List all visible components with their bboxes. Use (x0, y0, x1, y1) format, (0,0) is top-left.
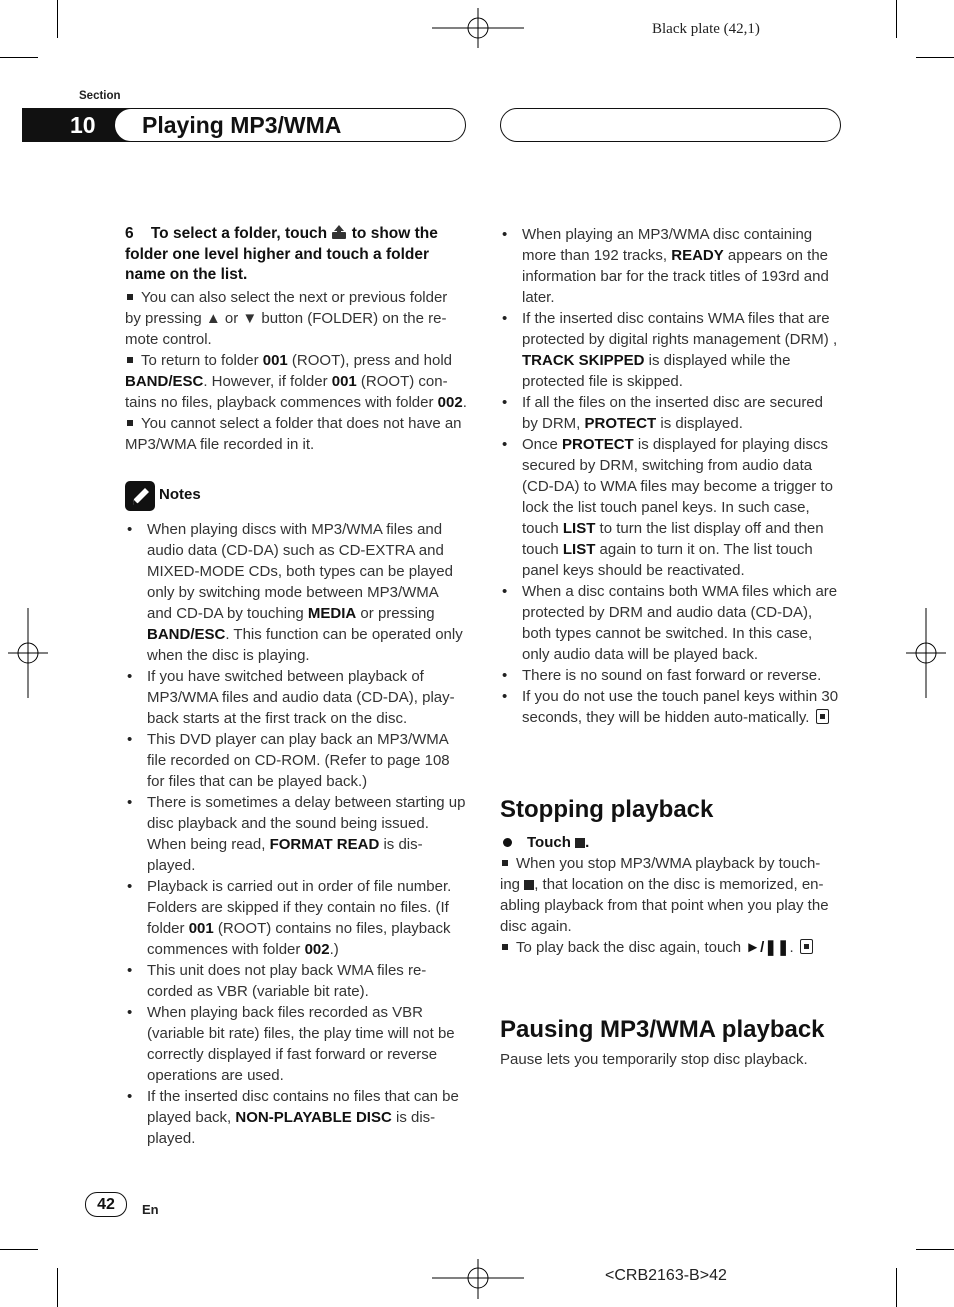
folder-up-icon (331, 224, 347, 240)
stop-step: Touch . (500, 832, 840, 853)
plate-label: Black plate (42,1) (652, 21, 760, 37)
notes-header (125, 481, 467, 511)
list-item: • When playing discs with MP3/WMA files and audio data (CD-DA) such as CD-EXTRA and MIXED-MODE CDs, both types can be played only by switching mode between MP3/WMA and CD-DA by touching MEDIA or pressing BAND/ESC. This function can be operated only when the disc is playing. (125, 519, 467, 666)
list-item: • If the inserted disc contains no files that can be played back, NON-PLAYABLE DISC is dis-played. (125, 1086, 467, 1149)
list-item: • Playback is carried out in order of file number. Folders are skipped if they contain no files. (If folder 001 (ROOT) contains no files, playback commences with folder 002.) (125, 876, 467, 960)
crop-mark (916, 57, 954, 58)
tip-empty-folder: You cannot select a folder that does not have an MP3/WMA file recorded in it. (125, 414, 462, 453)
print-code: <CRB2163-B>42 (605, 1267, 727, 1284)
notes-label: Notes (159, 485, 201, 503)
registration-mark-left (8, 608, 48, 698)
list-item: • If you have switched between playback of MP3/WMA files and audio data (CD-DA), play-back starts at the first track on the disc. (125, 666, 467, 729)
list-item: • There is no sound on fast forward or reverse. (500, 665, 840, 686)
list-item: • If the inserted disc contains WMA files that are protected by digital rights management (DRM) , TRACK SKIPPED is displayed while the protected file is skipped. (500, 308, 840, 392)
crop-mark (896, 0, 897, 38)
crop-mark (0, 1249, 38, 1250)
page-number: 42 (85, 1192, 127, 1217)
list-item: • When a disc contains both WMA files which are protected by DRM and audio data (CD-DA), both types cannot be switched. In this case, only audio data will be played back. (500, 581, 840, 665)
registration-mark-top (432, 8, 524, 48)
list-item: • When playing an MP3/WMA disc containing more than 192 tracks, READY appears on the information bar for the track titles of 193rd and later. (500, 224, 840, 308)
stopping-playback-heading: Stopping playback (500, 796, 714, 823)
crop-mark (57, 1268, 58, 1307)
stop-icon (575, 838, 585, 848)
right-column (500, 224, 840, 1070)
list-item: • There is sometimes a delay between starting up disc playback and the sound being issued. When being read, FORMAT READ is dis-played. (125, 792, 467, 876)
step-dot-icon (503, 838, 512, 847)
list-item: • Once PROTECT is displayed for playing discs secured by DRM, switching from audio data (CD-DA) to WMA files may become a trigger to lock the list touch panel keys. In such case, touch LIST to turn the list display off and then touch LIST again to turn it on. The list touch panel keys should be reactivated. (500, 434, 840, 581)
crop-mark (57, 0, 58, 38)
list-item: • This DVD player can play back an MP3/WMA file recorded on CD-ROM. (Refer to page 108 for files that can be played back.) (125, 729, 467, 792)
step-text-b: to show the folder one level higher and touch a folder name on the list. (125, 225, 438, 283)
left-column (125, 224, 467, 1149)
pausing-playback-heading: Pausing MP3/WMA playback (500, 1016, 825, 1043)
tip-root-folder: To return to folder 001 (ROOT), press and hold BAND/ESC. However, if folder 001 (ROOT) con-tains no files, playback commences with folder 002. (125, 351, 467, 411)
pause-description: Pause lets you temporarily stop disc playback. (500, 1051, 808, 1068)
step-text-a: To select a folder, touch (150, 225, 328, 242)
notes-list (125, 519, 467, 1149)
registration-mark-bottom (432, 1259, 524, 1299)
list-item: • When playing back files recorded as VBR (variable bit rate) files, the play time will not be correctly displayed if fast forward or reverse operations are used. (125, 1002, 467, 1086)
step-6 (125, 224, 467, 286)
stop-icon (524, 880, 534, 890)
section-label: Section (79, 90, 121, 102)
section-number: 10 (70, 112, 96, 138)
list-item: • This unit does not play back WMA files re-corded as VBR (variable bit rate). (125, 960, 467, 1002)
list-item: • If you do not use the touch panel keys within 30 seconds, they will be hidden auto-matically. (500, 686, 840, 728)
list-item: • If all the files on the inserted disc are secured by DRM, PROTECT is displayed. (500, 392, 840, 434)
step-number: 6 (125, 225, 134, 242)
end-mark-icon (816, 709, 829, 724)
drm-notes-list (500, 224, 840, 728)
page-title: Playing MP3/WMA (142, 112, 342, 138)
crop-mark (896, 1268, 897, 1307)
play-pause-icon: ►/❚❚ (745, 939, 790, 956)
notes-pencil-icon (125, 481, 155, 511)
language-label: En (142, 1202, 159, 1217)
stop-note-resume: To play back the disc again, touch ►/❚❚. (500, 937, 840, 958)
crop-mark (916, 1249, 954, 1250)
registration-mark-right (906, 608, 946, 698)
stop-note-memorized: When you stop MP3/WMA playback by touch-ing , that location on the disc is memorized, en-abling playback from that point when you play the disc again. (500, 855, 829, 935)
crop-mark (0, 57, 38, 58)
right-title-box (500, 108, 841, 142)
end-mark-icon (800, 939, 813, 954)
tip-next-folder: You can also select the next or previous folder by pressing ▲ or ▼ button (FOLDER) on the re-mote control. (125, 288, 448, 348)
